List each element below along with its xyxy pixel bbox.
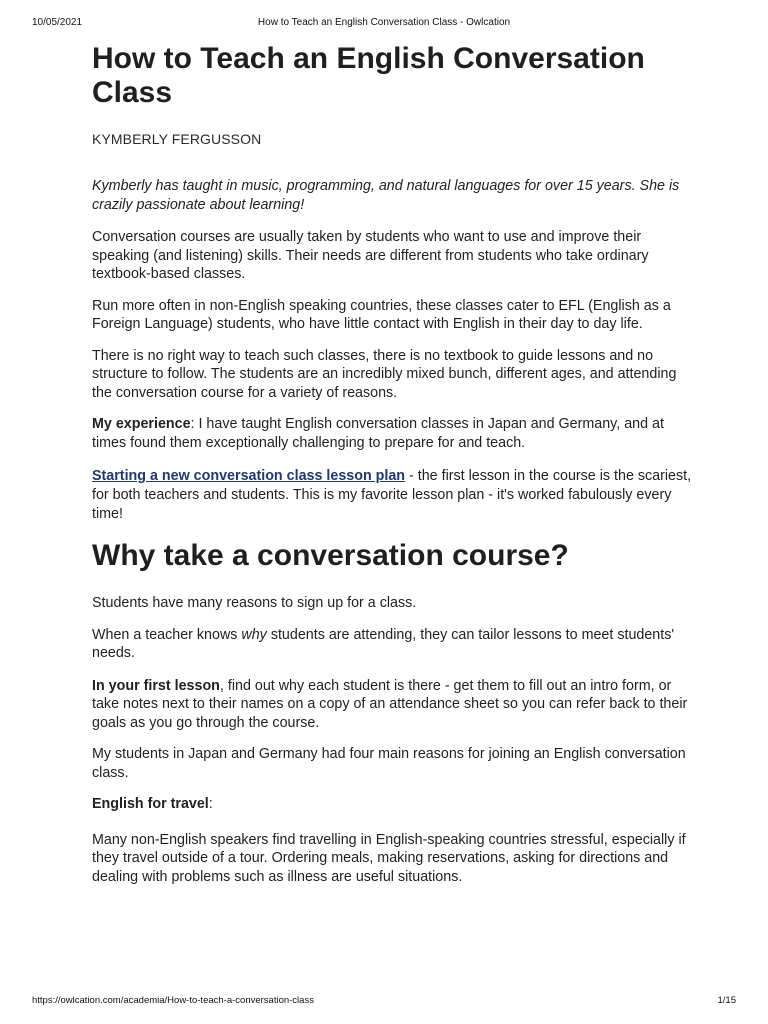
travel-paragraph: Many non-English speakers find travelling in English-speaking countries stressful, especially if they travel outside of a tour. Ordering meals, making reservations, asking for directions and dealing with problems such as illness are useful situations.	[92, 831, 686, 885]
experience-label: My experience	[92, 416, 191, 432]
travel-colon: :	[208, 796, 213, 812]
experience-text: : I have taught English conversation classes in Japan and Germany, and at times found them exceptionally challenging to prepare for and teach.	[92, 416, 664, 451]
lesson-plan-link[interactable]: Starting a new conversation class lesson plan	[92, 468, 406, 484]
page-number: 1/15	[717, 995, 736, 1006]
article-title: How to Teach an English Conversation Class	[92, 42, 645, 109]
print-date: 10/05/2021	[32, 17, 83, 28]
print-url: https://owlcation.com/academia/How-to-teach-a-conversation-class	[32, 995, 314, 1006]
section-heading: Why take a conversation course?	[92, 539, 569, 572]
article-content	[92, 40, 692, 886]
why-paragraph	[92, 626, 692, 663]
paragraph: Run more often in non-English speaking countries, these classes cater to EFL (English as a Foreign Language) students, who have little contact with English in their day to day life.	[92, 297, 671, 332]
first-lesson-paragraph	[92, 677, 692, 733]
paragraph: There is no right way to teach such classes, there is no textbook to guide lessons and no structure to follow. The students are an incredibly mixed bunch, different ages, and attending the conversation course for a variety of reasons.	[92, 347, 677, 401]
print-footer	[32, 995, 736, 1009]
travel-label: English for travel	[92, 796, 209, 812]
author-bio: Kymberly has taught in music, programming, and natural languages for over 15 years. She is crazily passionate about learning!	[92, 178, 680, 213]
why-text-before: When a teacher knows	[92, 626, 242, 643]
author-name[interactable]: KYMBERLY FERGUSSON	[92, 131, 262, 147]
why-text-after: students are attending, they can tailor lessons to meet students' needs.	[92, 626, 675, 661]
first-lesson-label: In your first lesson	[92, 677, 220, 694]
first-lesson-text: , find out why each student is there - get them to fill out an intro form, or take notes next to their names on a copy of an attendance sheet so you can refer back to their goals as you go through the course.	[92, 677, 688, 731]
print-header	[32, 17, 736, 31]
paragraph: Students have many reasons to sign up for a class.	[92, 595, 417, 611]
lesson-plan-paragraph	[92, 467, 692, 524]
print-page-title: How to Teach an English Conversation Class - Owlcation	[257, 17, 511, 28]
paragraph: My students in Japan and Germany had four main reasons for joining an English conversation class.	[92, 746, 686, 781]
travel-heading	[92, 795, 692, 814]
experience-paragraph	[92, 415, 692, 452]
paragraph: Conversation courses are usually taken by students who want to use and improve their speaking (and listening) skills. Their needs are different from students who take ordinary textbook-based classes.	[92, 229, 649, 282]
why-emphasis: why	[241, 626, 267, 643]
lesson-plan-text: - the first lesson in the course is the scariest, for both teachers and students. This is my favorite lesson plan - it's worked fabulously every time!	[92, 468, 692, 522]
